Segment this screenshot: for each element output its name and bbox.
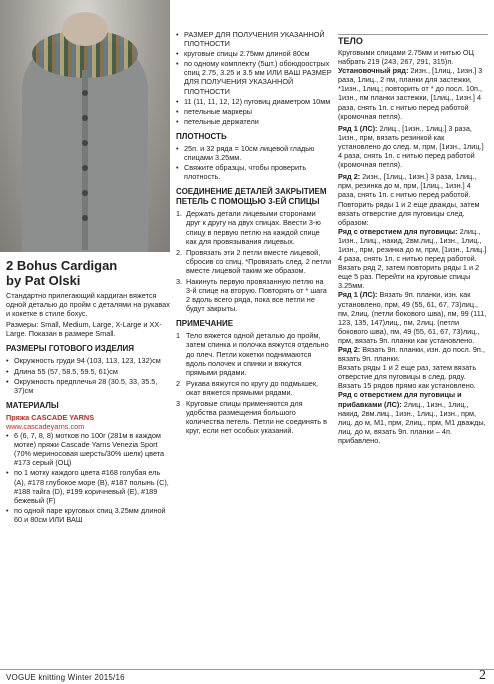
materials-cont-list (176, 30, 332, 126)
list-item: • по одному комплекту (5шт.) обоюдоострых спиц 2.75, 3.25 и 3.5 мм ИЛИ ВАШ РАЗМЕР ДЛЯ ПОЛУЧЕНИЯ УКАЗАННОЙ ПЛОТНОСТИ (176, 59, 332, 95)
title-line1: 2 Bohus Cardigan (6, 258, 118, 273)
finished-heading: РАЗМЕРЫ ГОТОВОГО ИЗДЕЛИЯ (6, 344, 134, 354)
join-steps (176, 209, 332, 313)
pattern-title (0, 252, 170, 524)
body-row2: Ряд 2: Вязать 9п. планки, изн. до посл. 9п., вязать 9п. планки. (338, 345, 485, 364)
list-item: • 6 (6, 7, 8, 8) мотков по 100г (281м в каждом мотке) пряжи Cascade Yarns Venezia Sport (70% мериносовая шерсть/30% шелк) цвета #173 серый (ОЦ) (6, 431, 170, 467)
finished-list (6, 356, 170, 394)
body-heading: ТЕЛО (338, 36, 363, 46)
list-item: 1. Держать детали лицевыми сторонами друг к другу на двух спицах. Ввести 3-ю спицу в первую петлю на каждой спице как для провязывания лицевых. (176, 209, 321, 246)
continue-text: Вязать ряд 2, затем повторить ряды 1 и 2 еще 5 раз. Перейти на круговые спицы 3.25мм. (338, 263, 480, 291)
list-item: • Окружность предплечья 28 (30.5, 33, 35.5, 37)см (6, 377, 170, 395)
right-column (338, 32, 488, 445)
list-item: 2. Провязать эти 2 петли вместе лицевой, сбросив со спиц. *Провязать след. 2 петли вместе лицевой таким же образом. (176, 247, 332, 275)
list-item: • по одной паре круговых спиц 3.25мм длиной 60 и 80см ИЛИ ВАШ (6, 506, 170, 524)
list-item: • Окружность груди 94 (103, 113, 123, 132)см (6, 356, 170, 365)
body-row1: Ряд 1 (ЛС): Вязать 9п. планки, изн. как установлено, прм, 49 (55, 61, 67, 73)лиц., пм, 2лиц. (петли бокового шва), пм, 99 (111, 123, 135, 147)лиц., пм, 2лиц. (петли бокового шва), пм, 49 (55, 61, 67, 73)лиц., прм, вязать 9п. планки как установлено. (338, 290, 487, 345)
yarn-url-link[interactable]: www.cascadeyarns.com (6, 421, 85, 431)
list-item: • по 1 мотку каждого цвета #168 голубая ель (A), #178 глубокое море (B), #187 полынь (C), #188 тайга (D), #199 коричневый (E), #189 бежевый (F) (6, 468, 170, 504)
list-item: • Длина 55 (57, 58.5, 59.5, 61)см (6, 367, 170, 376)
list-item: • петельные маркеры (176, 107, 332, 116)
list-item: 2 Рукава вяжутся по кругу до подмышек, окат вяжется прямыми рядами. (176, 378, 319, 397)
notes-list (176, 331, 332, 435)
repeat-text-2: Вязать ряды 1 и 2 еще раз, затем вязать отверстие для пуговицы в след. ряду. Вязать 15 рядов прямо как установлено. (338, 363, 477, 391)
row2: Ряд 2: 2изн., [1лиц., 1изн.] 3 раза, 1лиц., прм, резинка до м, прм, [1лиц., 1изн.] 4 раза, снять 1п. с нитью перед работой. (338, 172, 477, 200)
list-item: • круговые спицы 2.75мм длиной 80см (176, 49, 332, 58)
sizes-text: Размеры: Small, Medium, Large, X-Large и XX-Large. Показан в размере Small. (6, 320, 162, 339)
list-item: • РАЗМЕР ДЛЯ ПОЛУЧЕНИЯ УКАЗАННОЙ ПЛОТНОСТИ (176, 30, 332, 48)
gauge-heading: ПЛОТНОСТЬ (176, 131, 227, 141)
page-number: 2 (479, 668, 486, 683)
gauge-list (176, 144, 332, 181)
materials-heading: МАТЕРИАЛЫ (6, 400, 59, 410)
left-column (0, 0, 170, 525)
magazine-footer: VOGUE knitting Winter 2015/16 (6, 673, 125, 682)
list-item: • 11 (11, 11, 12, 12) пуговиц диаметром 10мм (176, 97, 332, 106)
title-line2: by Pat Olski (6, 273, 81, 288)
increase-row: Ряд с отверстием для пуговицы и прибавками (ЛС): 2лиц., 1изн., 1лиц., накид, 2вм.лиц., 1изн., 1лиц., 1изн., прм, лиц. до м, М1, прм, 2лиц., прм, М1 дважды, лиц. до м, вязать 9п. планки – 4п. прибавлено. (338, 390, 486, 445)
list-item: 3. Накинуть первую провязанную петлю на 3-й спице на вторую. Повторять от * шага 2 вдоль всего ряда, пока все петли не будут закрыты. (176, 276, 327, 314)
notes-heading: ПРИМЕЧАНИЕ (176, 319, 234, 329)
repeat-text: Повторить ряды 1 и 2 еще дважды, затем вязать отверстие для пуговицы след. образом: (338, 199, 480, 227)
buttonhole-row: Ряд с отверстием для пуговицы: 2лиц., 1изн., 1лиц., накид, 2вм.лиц., 1изн., 1лиц., 1изн., прм, резинка до м, прм, [1изн., 1лиц.] 4 раза, снять 1п. с нитью перед работой. (338, 226, 487, 264)
setup-row: Установочный ряд: 2изн., [1лиц., 1изн.] 3 раза, 1лиц., 2 пм, планки для застежки, *1изн., 1лиц.; повторить от * до посл. 10п., 1изн., пм планки застежки, [1лиц., 1изн.] 4 раза, снять 1п. с нитью перед работой (кромочная петля). (338, 66, 483, 121)
materials-list (6, 431, 170, 524)
list-item: 1 Тело вяжется одной деталью до пройм, затем спинка и полочка вяжутся отдельно до плеч. Петли кокетки поднимаются вдоль полочек и спинки и вяжутся прямыми рядами. (176, 331, 329, 377)
join-heading: СОЕДИНЕНИЕ ДЕТАЛЕЙ ЗАКРЫТИЕМ ПЕТЕЛЬ С ПОМОЩЬЮ 3-ЕЙ СПИЦЫ (176, 187, 327, 207)
row1: Ряд 1 (ЛС): 2лиц., [1изн., 1лиц.] 3 раза, 1изн., прм, вязать резинкой как установлено до след. м, прм, [1изн., 1лиц.] 4 раза, снять 1п. с нитью перед работой (кромочная петля). (338, 123, 484, 170)
cardigan-photo (0, 0, 170, 252)
list-item: 3 Круговые спицы применяются для удобства размещения большого количества петель. Петли не соединять в круг, если нет особых указаний. (176, 399, 327, 436)
yarn-brand: Пряжа CASCADE YARNS (6, 412, 95, 422)
footer-rule (0, 669, 494, 670)
list-item: • 25п. и 32 ряда = 10см лицевой гладью спицами 3.25мм. (176, 144, 332, 162)
list-item: • петельные держатели (176, 117, 332, 126)
middle-column (176, 30, 332, 437)
list-item: • Свяжите образцы, чтобы проверить плотность. (176, 163, 332, 181)
cast-on-text: Круговыми спицами 2.75мм и нитью ОЦ набрать 219 (243, 267, 291, 315)п. (338, 48, 474, 67)
intro-text: Стандартно прилегающий кардиган вяжется одной деталью до пройм с деталями на рукавах и кокетке в стиле бохус. (6, 291, 170, 319)
